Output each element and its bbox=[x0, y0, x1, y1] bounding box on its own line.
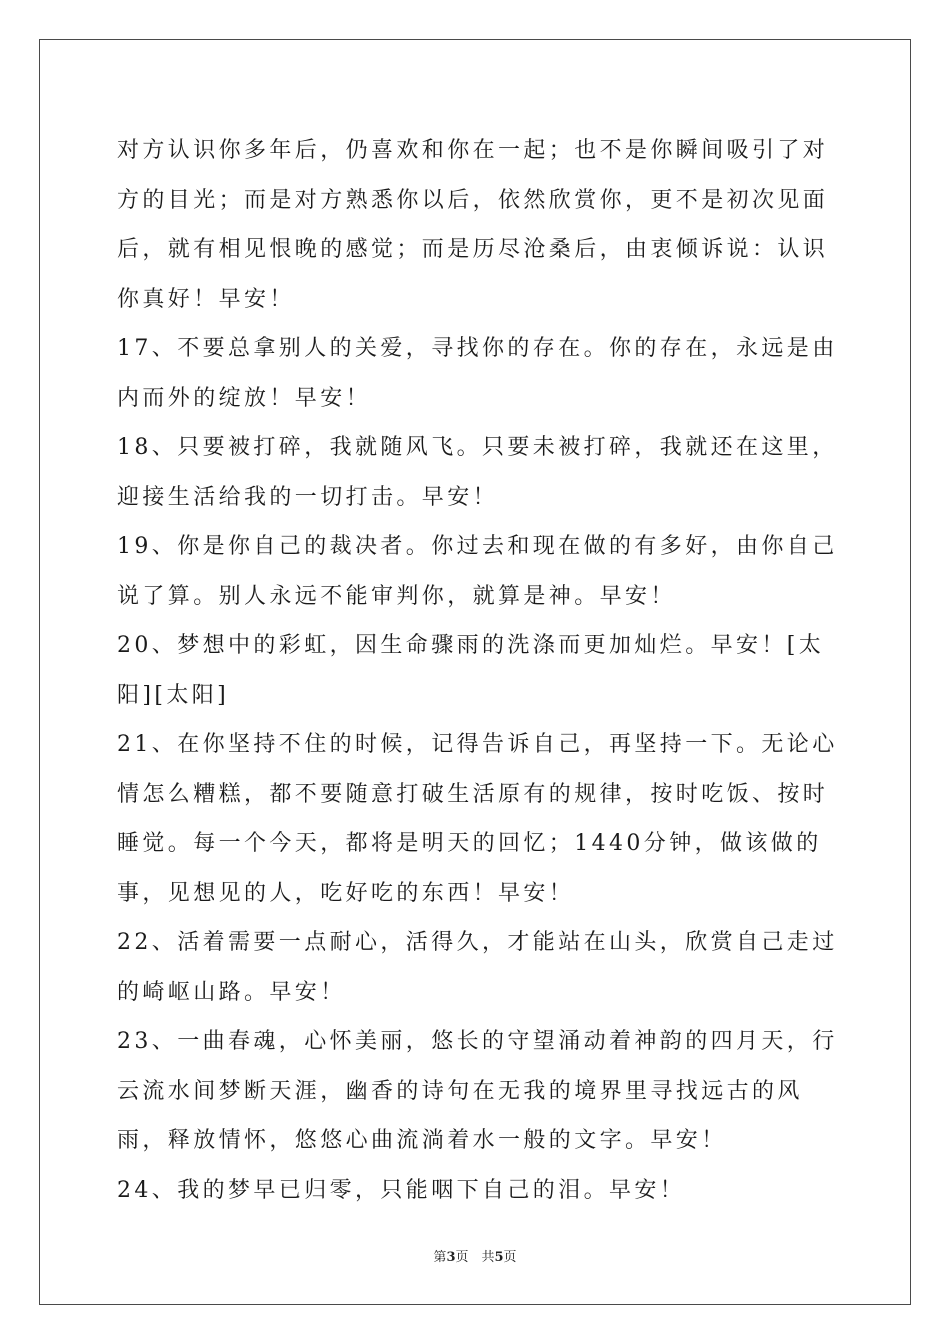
paragraph: 21、在你坚持不住的时候，记得告诉自己，再坚持一下。无论心情怎么糟糕，都不要随意打破生活原有的规律，按时吃饭、按时睡觉。每一个今天，都将是明天的回忆；1440分钟，做该做的事，见想见的人，吃好吃的东西！早安！ bbox=[117, 732, 838, 906]
paragraph: 对方认识你多年后，仍喜欢和你在一起；也不是你瞬间吸引了对方的目光；而是对方熟悉你以后，依然欣赏你，更不是初次见面后，就有相见恨晚的感觉；而是历尽沧桑后，由衷倾诉说：认识你真好！早安！ bbox=[117, 138, 829, 312]
page-prefix: 第 bbox=[433, 1250, 447, 1265]
paragraph: 20、梦想中的彩虹，因生命骤雨的洗涤而更加灿烂。早安！[太阳][太阳] bbox=[117, 633, 825, 708]
paragraph: 17、不要总拿别人的关爱，寻找你的存在。你的存在，永远是由内而外的绽放！早安！ bbox=[117, 336, 838, 411]
paragraph: 22、活着需要一点耐心，活得久，才能站在山头，欣赏自己走过的崎岖山路。早安！ bbox=[117, 930, 838, 1005]
current-page-number: 3 bbox=[446, 1250, 456, 1265]
paragraph: 18、只要被打碎，我就随风飞。只要未被打碎，我就还在这里，迎接生活给我的一切打击。早安！ bbox=[117, 435, 838, 510]
total-page-number: 5 bbox=[494, 1250, 504, 1265]
paragraph: 24、我的梦早已归零，只能咽下自己的泪。早安！ bbox=[117, 1177, 686, 1203]
page-mid: 页 共 bbox=[455, 1250, 495, 1265]
document-body bbox=[117, 126, 839, 1215]
page-suffix: 页 bbox=[503, 1250, 517, 1265]
page-footer bbox=[0, 1246, 950, 1265]
paragraph: 23、一曲春魂，心怀美丽，悠长的守望涌动着神韵的四月天，行云流水间梦断天涯，幽香的诗句在无我的境界里寻找远古的风雨，释放情怀，悠悠心曲流淌着水一般的文字。早安！ bbox=[117, 1029, 838, 1153]
paragraph: 19、你是你自己的裁决者。你过去和现在做的有多好，由你自己说了算。别人永远不能审判你，就算是神。早安！ bbox=[117, 534, 838, 609]
